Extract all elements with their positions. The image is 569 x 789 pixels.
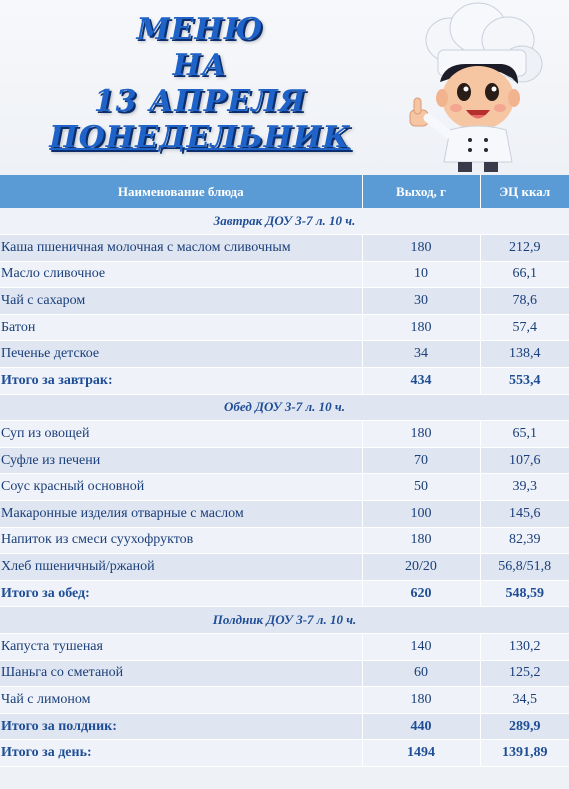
dish-kcal: 212,9 — [480, 235, 569, 262]
dish-yield: 20/20 — [362, 554, 480, 581]
total-kcal: 548,59 — [480, 580, 569, 607]
dish-name: Батон — [0, 314, 362, 341]
dish-yield: 180 — [362, 421, 480, 448]
table-row — [0, 288, 569, 315]
dish-yield: 60 — [362, 660, 480, 687]
dish-name: Чай с сахаром — [0, 288, 362, 315]
table-row — [0, 687, 569, 714]
dish-yield: 180 — [362, 314, 480, 341]
dish-name: Чай с лимоном — [0, 687, 362, 714]
dish-kcal: 56,8/51,8 — [480, 554, 569, 581]
title-line-on: НА — [172, 48, 228, 83]
dish-name: Макаронные изделия отварные с маслом — [0, 501, 362, 528]
dish-kcal: 34,5 — [480, 687, 569, 714]
title-line-weekday: ПОНЕДЕЛЬНИК — [49, 120, 351, 155]
dish-name: Хлеб пшеничный/ржаной — [0, 554, 362, 581]
column-header-yield: Выход, г — [362, 175, 480, 208]
table-header-row — [0, 175, 569, 208]
table-row — [0, 314, 569, 341]
dish-name: Шаньга со сметаной — [0, 660, 362, 687]
table-row — [0, 634, 569, 661]
dish-kcal: 57,4 — [480, 314, 569, 341]
section-row-lunch — [0, 394, 569, 421]
total-row-lunch — [0, 580, 569, 607]
section-title: Полдник ДОУ 3-7 л. 10 ч. — [0, 607, 569, 634]
table-row — [0, 660, 569, 687]
section-row-breakfast — [0, 208, 569, 235]
title-line-menu: МЕНЮ — [136, 12, 264, 47]
dish-kcal: 138,4 — [480, 341, 569, 368]
total-row-day — [0, 740, 569, 767]
table-row — [0, 261, 569, 288]
total-yield: 440 — [362, 713, 480, 740]
dish-kcal: 82,39 — [480, 527, 569, 554]
dish-kcal: 39,3 — [480, 474, 569, 501]
dish-name: Капуста тушеная — [0, 634, 362, 661]
dish-name: Соус красный основной — [0, 474, 362, 501]
column-header-kcal: ЭЦ ккал — [480, 175, 569, 208]
title-line-date: 13 АПРЕЛЯ — [93, 84, 307, 119]
dish-name: Напиток из смеси суухофруктов — [0, 527, 362, 554]
menu-title — [40, 12, 360, 156]
dish-name: Каша пшеничная молочная с маслом сливочным — [0, 235, 362, 262]
dish-yield: 34 — [362, 341, 480, 368]
dish-yield: 10 — [362, 261, 480, 288]
chef-mascot-thumbs-up-icon — [400, 2, 550, 174]
table-row — [0, 341, 569, 368]
dish-kcal: 145,6 — [480, 501, 569, 528]
dish-yield: 30 — [362, 288, 480, 315]
dish-yield: 50 — [362, 474, 480, 501]
dish-kcal: 78,6 — [480, 288, 569, 315]
dish-yield: 180 — [362, 527, 480, 554]
menu-header — [0, 0, 569, 175]
total-label: Итого за обед: — [0, 580, 362, 607]
table-row — [0, 421, 569, 448]
table-row — [0, 501, 569, 528]
total-row-snack — [0, 713, 569, 740]
dish-kcal: 65,1 — [480, 421, 569, 448]
day-total-kcal: 1391,89 — [480, 740, 569, 767]
total-yield: 434 — [362, 368, 480, 395]
total-yield: 620 — [362, 580, 480, 607]
dish-yield: 180 — [362, 687, 480, 714]
dish-yield: 100 — [362, 501, 480, 528]
section-title: Обед ДОУ 3-7 л. 10 ч. — [0, 394, 569, 421]
day-total-label: Итого за день: — [0, 740, 362, 767]
column-header-dish: Наименование блюда — [0, 175, 362, 208]
total-row-breakfast — [0, 368, 569, 395]
total-label: Итого за завтрак: — [0, 368, 362, 395]
dish-kcal: 66,1 — [480, 261, 569, 288]
dish-yield: 180 — [362, 235, 480, 262]
table-row — [0, 474, 569, 501]
dish-name: Печенье детское — [0, 341, 362, 368]
total-kcal: 289,9 — [480, 713, 569, 740]
dish-kcal: 130,2 — [480, 634, 569, 661]
total-kcal: 553,4 — [480, 368, 569, 395]
dish-name: Суп из овощей — [0, 421, 362, 448]
dish-name: Суфле из печени — [0, 447, 362, 474]
section-title: Завтрак ДОУ 3-7 л. 10 ч. — [0, 208, 569, 235]
day-total-yield: 1494 — [362, 740, 480, 767]
table-row — [0, 554, 569, 581]
dish-kcal: 125,2 — [480, 660, 569, 687]
table-row — [0, 447, 569, 474]
table-row — [0, 527, 569, 554]
dish-name: Масло сливочное — [0, 261, 362, 288]
table-row — [0, 235, 569, 262]
section-row-snack — [0, 607, 569, 634]
total-label: Итого за полдник: — [0, 713, 362, 740]
dish-yield: 140 — [362, 634, 480, 661]
menu-table — [0, 175, 569, 767]
dish-yield: 70 — [362, 447, 480, 474]
dish-kcal: 107,6 — [480, 447, 569, 474]
